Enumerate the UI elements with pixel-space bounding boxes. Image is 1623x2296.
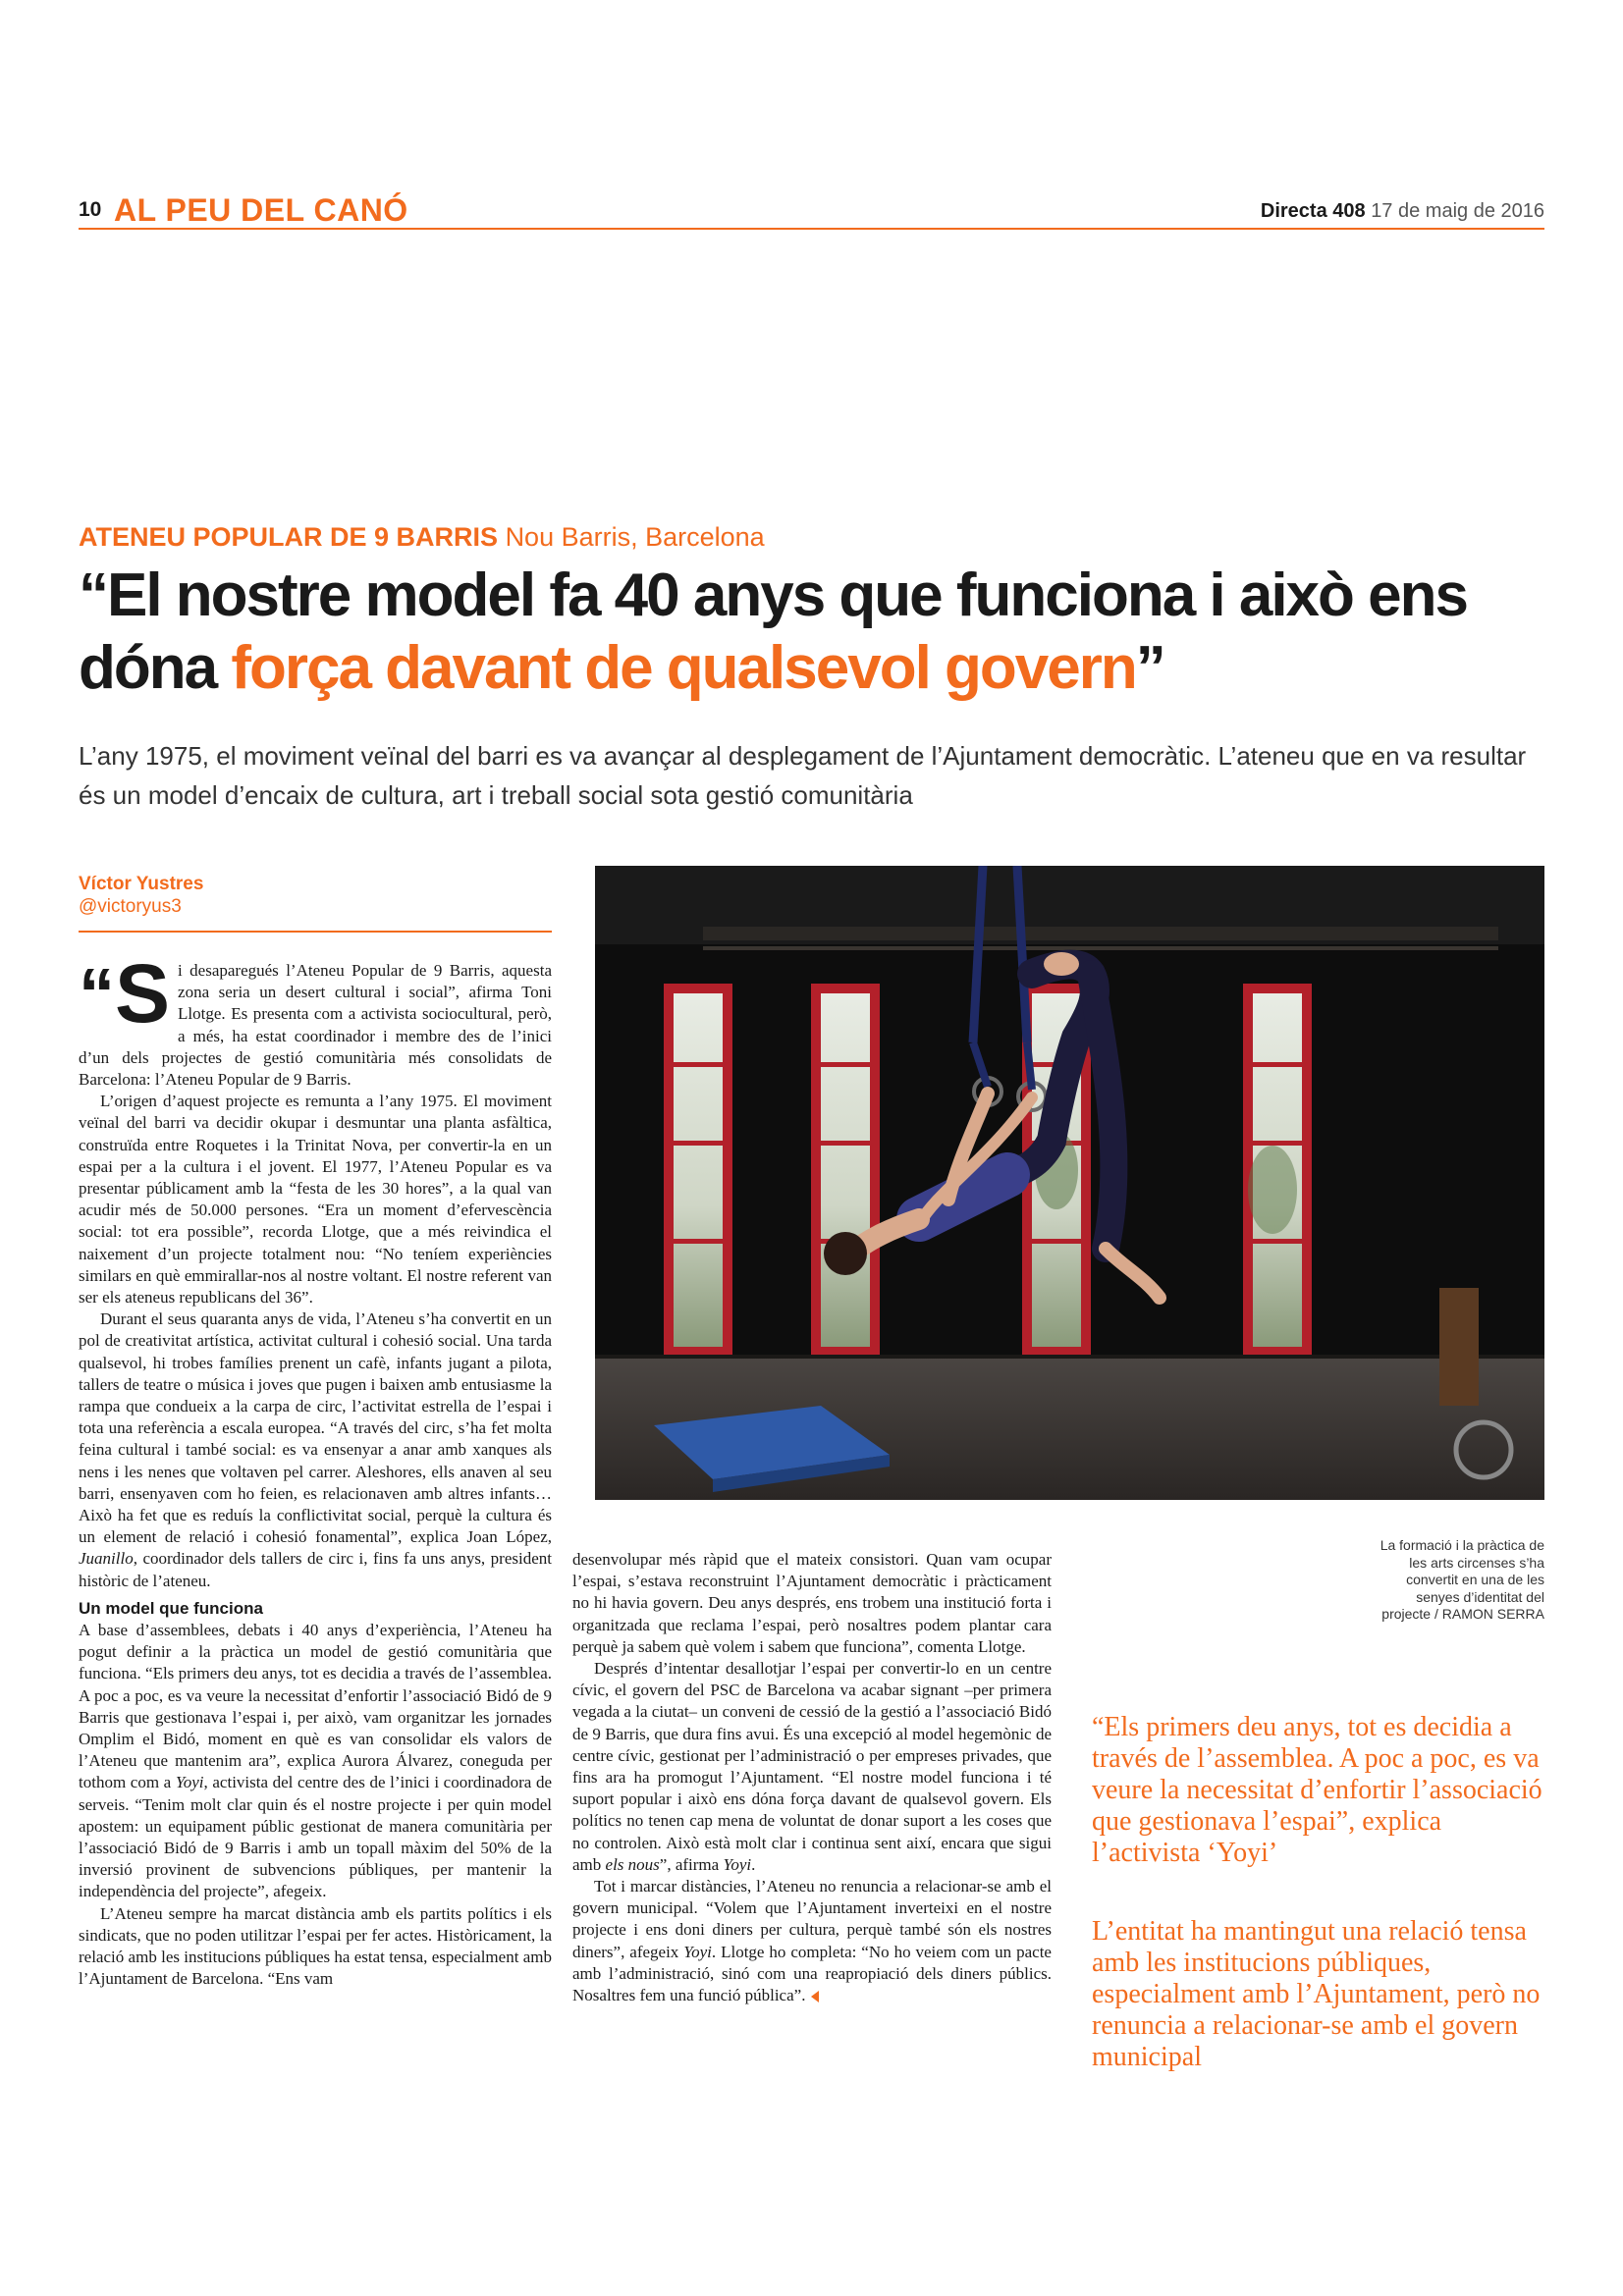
body-italic: els nous: [605, 1854, 660, 1874]
body-text: .: [751, 1854, 756, 1874]
body-paragraph: [79, 1620, 552, 1903]
kicker-location: Nou Barris, Barcelona: [505, 522, 765, 552]
body-italic: Yoyi: [175, 1773, 204, 1792]
body-paragraph: L’origen d’aquest projecte es remunta a l’any 1975. El moviment veïnal del barri va decidir okupar i desmuntar una planta asfàltica, construïda entre Roquetes i la Trinitat Nova, per convertir-la en un espai per a la cultura i el jovent. El 1977, l’Ateneu Popular es va presentar públicament amb la “festa de les 30 hores”, a la qual van acudir més de 50.000 persones. “Era un moment d’efervescència social: tot era possible”, recorda Llotge, que a més reivindica el naixement d’un projecte totalment nou: “No teníem experiències similars en què emmirallar-nos al nostre voltant. El nostre referent van ser els ateneus republicans del 36”.: [79, 1092, 552, 1308]
kicker-organization: ATENEU POPULAR DE 9 BARRIS: [79, 522, 499, 552]
body-text: ”, afirma: [659, 1854, 724, 1874]
publication-name: Directa 408: [1260, 200, 1366, 222]
pull-quote: “Els primers deu anys, tot es decidia a través de l’assemblea. A poc a poc, es va veure la necessitat d’enfortir l’associació que gestionava l’espai”, explica l’activista ‘Yoyi’: [1092, 1712, 1542, 1868]
body-column-2: [572, 1549, 1052, 2006]
body-text: Durant el seus quaranta anys de vida, l’Ateneu s’ha convertit en un pol de creativitat artística, activitat cultural i cohesió social. Una tarda qualsevol, hi trobes famílies prenent un cafè, infants jugant a pilota, tallers de teatre o música i joves que pugen i baixen amb entusiasme la rampa que condueix a la carpa de circ, l’activitat estrella de l’espai i tota una referència a escala europea. “A través del circ, s’ha fet molta feina cultural i també social: es va ensenyar a anar amb xanques als nens i les nenes que voltaven pel carrer. Aleshores, ells anaven al seu barri, ensenyaven com ho feien, es relacionaven amb altres infants… Això ha fet que es reduís la conflictivitat social, perquè la cultura és un element de relació i cohesió fonamental”, explica Joan López,: [79, 1309, 552, 1547]
body-paragraph: desenvolupar més ràpid que el mateix consistori. Quan vam ocupar l’espai, s’estava reconstruint l’Ajuntament democràtic i pràcticament no hi havia govern. Deu anys després, ens trobem una institució forta i organitzada que reclama l’espai, però nosaltres podem plantar cara perquè ja sabem què volem i sabem que funciona”, comenta Llotge.: [572, 1550, 1052, 1656]
body-text: Després d’intentar desallotjar l’espai per convertir-lo en un centre cívic, el govern del PSC de Barcelona va acabar signant –per primera vegada a la ciutat– un conveni de cessió de la gestió a l’associació Bidó de 9 Barris, que dura fins avui. És una excepció al model hegemònic de centre cívic, gestionat per l’administració o per empreses privades, que fins ara ha promogut l’Ajuntament. “El nostre model funciona i té suport popular i això ens dóna força davant de qualsevol govern. Els polítics no tenen cap mena de voluntat de donar suport a les coses que no controlen. Això està molt clar i continua sent així, encara que sigui amb: [572, 1659, 1052, 1874]
body-text: , activista del centre des de l’inici i coordinadora de serveis. “Tenim molt clar quin és el nostre projecte i per quin model apostem: un equipament públic gestionat de manera comunitària per l’associació Bidó de 9 Barris i amb un topall màxim del 50% de la inversió provinent de subvencions públiques, per mantenir la independència del projecte”, afegeix.: [79, 1773, 552, 1901]
author-name: Víctor Yustres: [79, 874, 204, 894]
body-text: . Llotge ho completa: “No ho veiem com un pacte amb l’administració, sinó com una reapropiació dels diners públics. Nosaltres fem una funció pública”.: [572, 1942, 1052, 2005]
issue-info: [1261, 200, 1544, 223]
page-number: 10: [79, 198, 102, 221]
issue-date: 17 de maig de 2016: [1371, 200, 1544, 222]
author-handle[interactable]: @victoryus3: [79, 896, 182, 917]
body-paragraph: [79, 947, 552, 1091]
kicker: [79, 522, 765, 553]
body-italic: Yoyi: [723, 1854, 752, 1874]
headline-close-quote: ”: [1135, 634, 1164, 702]
headline-main: “El nostre model fa 40 anys que funciona i això ens dóna: [79, 561, 1467, 702]
body-text: A base d’assemblees, debats i 40 anys d’experiència, l’Ateneu ha pogut definir a la pràctica un model de gestió comunitària que funciona. “Els primers deu anys, tot es decidia a través de l’assemblea. A poc a poc, es va veure la necessitat d’enfortir l’associació Bidó de 9 Barris que gestionava l’espai i, per això, vam organitzar les jornades Omplim el Bidó, moment en què es van consolidar els valors de l’Ateneu que mantenim ara”, explica Aurora Álvarez, coneguda per tothom com a: [79, 1620, 552, 1792]
body-paragraph: [572, 1658, 1052, 1876]
subheading: Un model que funciona: [79, 1598, 263, 1618]
drop-cap: [79, 947, 171, 1040]
aerial-circus-illustration: [595, 866, 1544, 1500]
article-photo: [595, 866, 1544, 1500]
body-italic: Yoyi: [683, 1942, 712, 1961]
headline: [79, 560, 1544, 705]
drop-cap-quote: “: [79, 953, 115, 1035]
section-title: AL PEU DEL CANÓ: [114, 192, 408, 228]
body-text: , coordinador dels tallers de circ i, fins fa uns anys, president històric de l’ateneu.: [79, 1549, 552, 1590]
body-paragraph: [572, 1876, 1052, 2006]
body-text: Tot i marcar distàncies, l’Ateneu no renuncia a relacionar-se amb el govern municipal. “Volem que l’Ajuntament inverteixi en el nostre projecte i ens doni diners per cultura, perquè també són els nostres diners”, afegeix: [572, 1877, 1052, 1961]
body-paragraph: L’Ateneu sempre ha marcat distància amb els partits polítics i els sindicats, que no poden utilitzar l’espai per fer actes. Històricament, la relació amb les institucions públiques ha estat tensa, especialment amb l’Ajuntament de Barcelona. “Ens vam: [79, 1903, 552, 1989]
body-column-1: [79, 947, 552, 1990]
headline-accent: força davant de qualsevol govern: [231, 634, 1136, 702]
standfirst: L’any 1975, el moviment veïnal del barri es va avançar al desplegament de l’Ajuntament democràtic. L’ateneu que en va resultar és un model d’encaix de cultura, art i treball social sota gestió comunitària: [79, 741, 1527, 810]
body-text: i desaparegués l’Ateneu Popular de 9 Barris, aquesta zona seria un desert cultural i social”, afirma Toni Llotge. Es presenta com a activista sociocultural, però, a més, ha estat coordinador i membre des de l’inici d’un dels projectes de gestió comunitària més consolidats de Barcelona: l’Ateneu Popular de 9 Barris.: [79, 961, 552, 1090]
drop-cap-letter: S: [115, 947, 171, 1040]
byline-rule: [79, 931, 552, 933]
body-italic: Juanillo: [79, 1549, 134, 1569]
header-rule: [79, 228, 1544, 230]
pull-quote: L’entitat ha mantingut una relació tensa amb les institucions públiques, especialment amb l’Ajuntament, però no renuncia a relacionar-se amb el govern municipal: [1092, 1916, 1541, 2072]
end-of-article-icon: [811, 1991, 819, 2002]
body-paragraph: [79, 1308, 552, 1592]
photo-caption: La formació i la pràctica de les arts circenses s’ha convertit en una de les senyes d’identitat del projecte / RAMON SERRA: [1380, 1537, 1544, 1622]
